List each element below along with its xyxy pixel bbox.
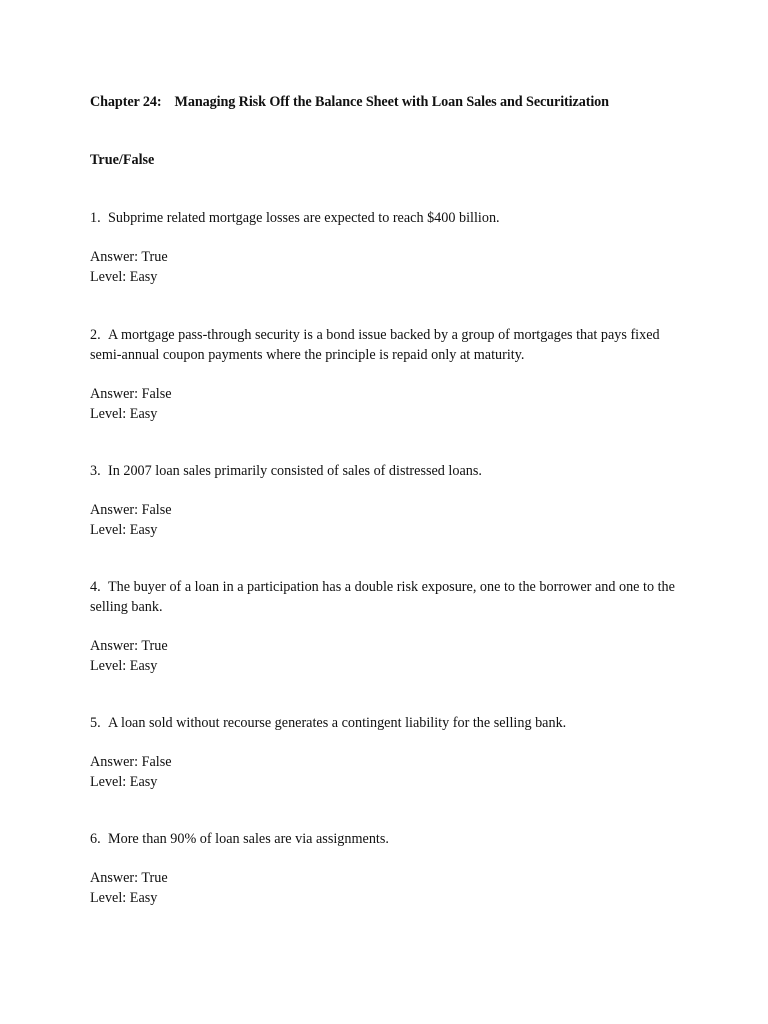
question-number: 1. (90, 210, 101, 226)
question-number: 6. (90, 831, 101, 847)
question-body: The buyer of a loan in a participation has a double risk exposure, one to the borrower and one to the selling bank. (90, 579, 675, 615)
question-text (90, 577, 690, 617)
question-number: 4. (90, 579, 101, 595)
question-text (90, 829, 690, 849)
question-item (90, 577, 690, 676)
question-body: More than 90% of loan sales are via assignments. (108, 831, 389, 847)
chapter-title (90, 92, 609, 112)
question-text (90, 325, 690, 365)
question-meta (90, 384, 690, 424)
question-number: 2. (90, 327, 101, 343)
question-number: 3. (90, 463, 101, 479)
section-heading: True/False (90, 152, 155, 168)
question-meta (90, 868, 690, 908)
question-meta (90, 500, 690, 540)
question-text (90, 461, 690, 481)
question-text (90, 208, 690, 228)
question-item (90, 325, 690, 424)
level-line: Level: Easy (90, 890, 158, 906)
question-meta (90, 636, 690, 676)
question-item (90, 461, 690, 540)
question-body: Subprime related mortgage losses are expected to reach $400 billion. (108, 210, 500, 226)
answer-line: Answer: False (90, 386, 172, 402)
question-body: A loan sold without recourse generates a contingent liability for the selling bank. (108, 715, 567, 731)
level-line: Level: Easy (90, 774, 158, 790)
question-meta (90, 752, 690, 792)
answer-line: Answer: True (90, 638, 168, 654)
question-meta (90, 247, 690, 287)
question-text (90, 713, 690, 733)
level-line: Level: Easy (90, 658, 158, 674)
chapter-label: Chapter 24: (90, 94, 162, 110)
answer-line: Answer: False (90, 754, 172, 770)
question-number: 5. (90, 715, 101, 731)
question-item (90, 829, 690, 908)
answer-line: Answer: True (90, 249, 168, 265)
answer-line: Answer: True (90, 870, 168, 886)
question-body: In 2007 loan sales primarily consisted of sales of distressed loans. (108, 463, 482, 479)
answer-line: Answer: False (90, 502, 172, 518)
level-line: Level: Easy (90, 522, 158, 538)
level-line: Level: Easy (90, 406, 158, 422)
chapter-name: Managing Risk Off the Balance Sheet with Loan Sales and Securitization (174, 94, 609, 110)
question-item (90, 713, 690, 792)
level-line: Level: Easy (90, 269, 158, 285)
question-item (90, 208, 690, 287)
question-body: A mortgage pass-through security is a bond issue backed by a group of mortgages that pays fixed semi-annual coupon payments where the principle is repaid only at maturity. (90, 327, 660, 363)
